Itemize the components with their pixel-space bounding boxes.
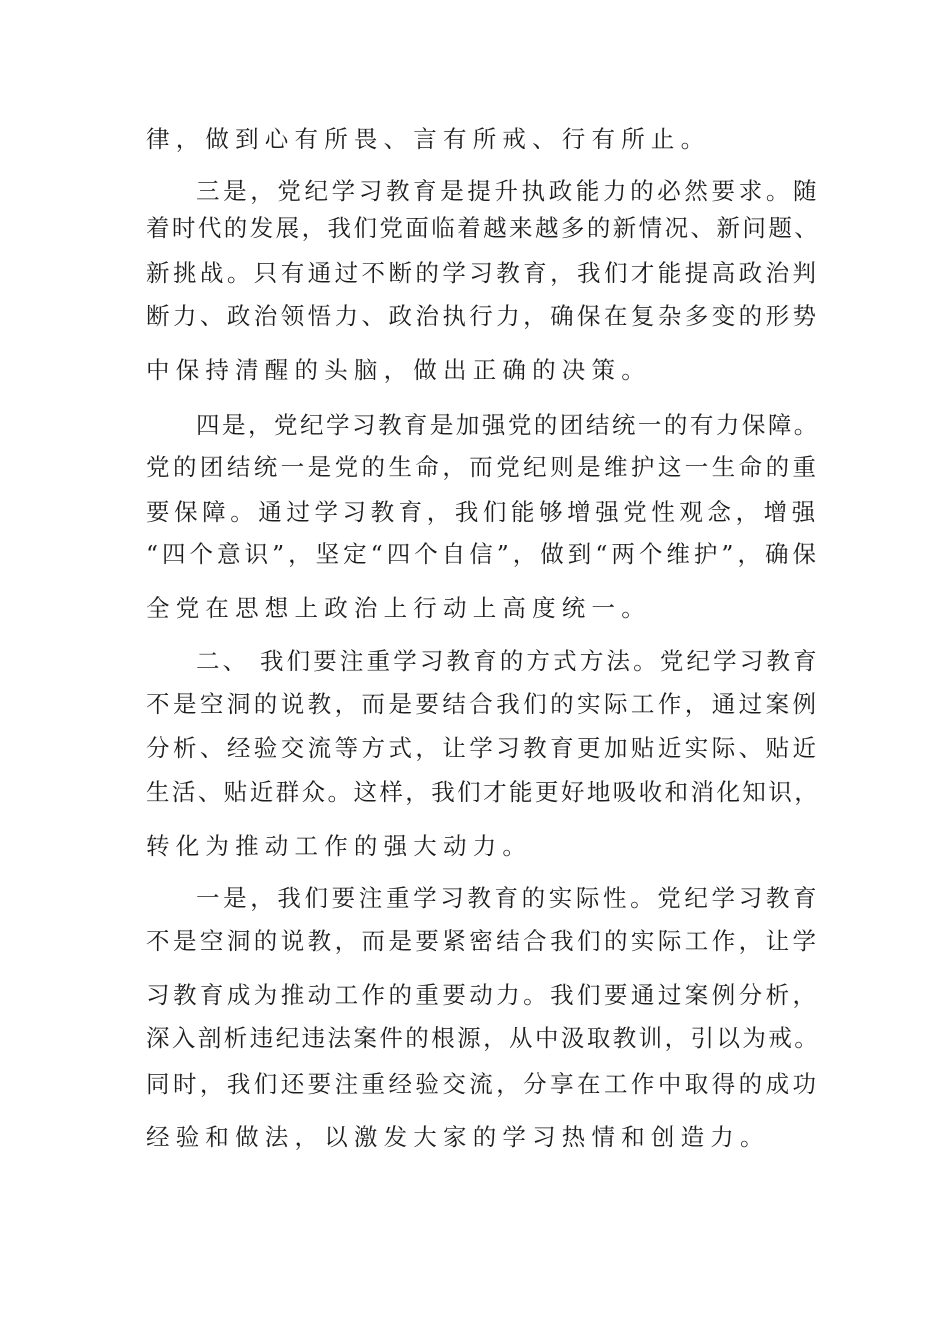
text-line-14: 分析、经验交流等方式，让学习教育更加贴近实际、贴近 — [146, 734, 820, 762]
text-line-18: 不是空洞的说教，而是要紧密结合我们的实际工作，让学 — [146, 927, 820, 955]
text-line-4: 新挑战。只有通过不断的学习教育，我们才能提高政治判 — [146, 259, 820, 287]
text-line-15: 生活、贴近群众。这样，我们才能更好地吸收和消化知识， — [146, 778, 821, 806]
text-line-5: 断力、政治领悟力、政治执行力，确保在复杂多变的形势 — [146, 302, 820, 330]
text-line-20: 深入剖析违纪违法案件的根源，从中汲取教训，引以为戒。 — [146, 1024, 821, 1052]
text-line-9: 要保障。通过学习教育，我们能够增强党性观念，增强 — [146, 498, 820, 526]
text-line-1: 律，做到心有所畏、言有所戒、行有所止。 — [146, 125, 711, 153]
text-line-13: 不是空洞的说教，而是要结合我们的实际工作，通过案例 — [146, 690, 820, 718]
text-line-7: 四是，党纪学习教育是加强党的团结统一的有力保障。 — [196, 411, 820, 439]
text-line-6: 中保持清醒的头脑，做出正确的决策。 — [146, 356, 651, 384]
text-line-2: 三是，党纪学习教育是提升执政能力的必然要求。随 — [196, 177, 821, 205]
text-line-21: 同时，我们还要注重经验交流，分享在工作中取得的成功 — [146, 1070, 820, 1098]
text-line-16: 转化为推动工作的强大动力。 — [146, 832, 533, 860]
text-line-10: “四个意识”，坚定“四个自信”，做到“两个维护”，确保 — [146, 540, 820, 568]
text-line-11: 全党在思想上政治上行动上高度统一。 — [146, 594, 651, 622]
text-line-3: 着时代的发展，我们党面临着越来越多的新情况、新问题、 — [146, 214, 821, 242]
text-line-8: 党的团结统一是党的生命，而党纪则是维护这一生命的重 — [146, 453, 820, 481]
text-line-22: 经验和做法，以激发大家的学习热情和创造力。 — [146, 1123, 770, 1151]
text-line-17: 一是，我们要注重学习教育的实际性。党纪学习教育 — [196, 884, 821, 912]
text-line-19: 习教育成为推动工作的重要动力。我们要通过案例分析， — [146, 981, 820, 1009]
text-line-12: 二、 我们要注重学习教育的方式方法。党纪学习教育 — [196, 647, 820, 675]
